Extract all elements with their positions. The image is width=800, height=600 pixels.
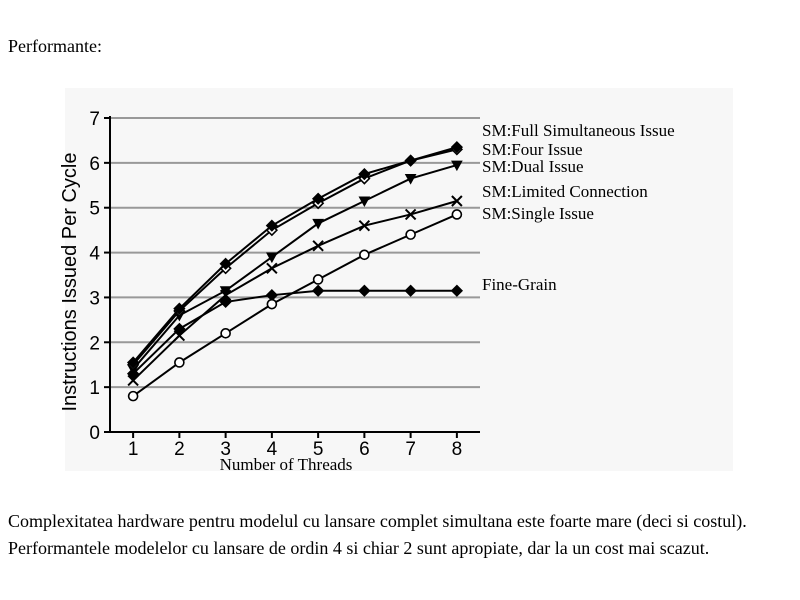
x-axis-title: Number of Threads [219, 455, 353, 474]
marker-circle [360, 250, 369, 259]
y-axis-title: Instructions Issued Per Cycle [59, 152, 81, 412]
y-tick-label: 5 [89, 198, 100, 220]
y-tick-label: 0 [89, 423, 100, 444]
x-tick-label: 2 [174, 439, 185, 460]
marker-circle [406, 230, 415, 239]
legend-label: SM:Full Simultaneous Issue [482, 121, 675, 140]
legend-label: SM:Limited Connection [482, 182, 648, 201]
marker-circle [221, 329, 230, 338]
y-tick-label: 3 [89, 288, 100, 310]
marker-circle [267, 300, 276, 309]
y-tick-label: 7 [89, 109, 100, 130]
x-tick-label: 7 [405, 439, 416, 460]
body-paragraph: Complexitatea hardware pentru modelul cu lansare complet simultana este foarte mare (deci si costul). Performantele modelelor cu lansare de ordin 4 si chiar 2 sunt apropiate, dar la un cost mai scazut. [8, 511, 747, 558]
marker-circle [129, 392, 138, 401]
page-heading: Performante: [8, 36, 102, 56]
legend-label: SM:Dual Issue [482, 157, 584, 176]
y-tick-label: 6 [89, 153, 100, 175]
chart-svg [40, 80, 733, 480]
y-tick-label: 1 [89, 378, 100, 400]
x-tick-label: 1 [127, 439, 139, 460]
ipc-line-chart [40, 80, 733, 480]
legend-label: Fine-Grain [482, 275, 557, 294]
chart-background [65, 88, 733, 471]
x-tick-label: 3 [220, 439, 231, 460]
marker-circle [452, 210, 461, 219]
legend-label: SM:Four Issue [482, 140, 583, 159]
legend-label: SM:Single Issue [482, 204, 594, 223]
x-tick-label: 5 [312, 439, 324, 460]
marker-circle [175, 358, 184, 367]
x-tick-label: 8 [451, 439, 463, 460]
x-tick-label: 6 [359, 439, 370, 460]
x-tick-label: 4 [266, 439, 278, 460]
y-tick-label: 4 [89, 243, 100, 265]
marker-circle [314, 275, 323, 284]
y-tick-label: 2 [89, 333, 100, 355]
